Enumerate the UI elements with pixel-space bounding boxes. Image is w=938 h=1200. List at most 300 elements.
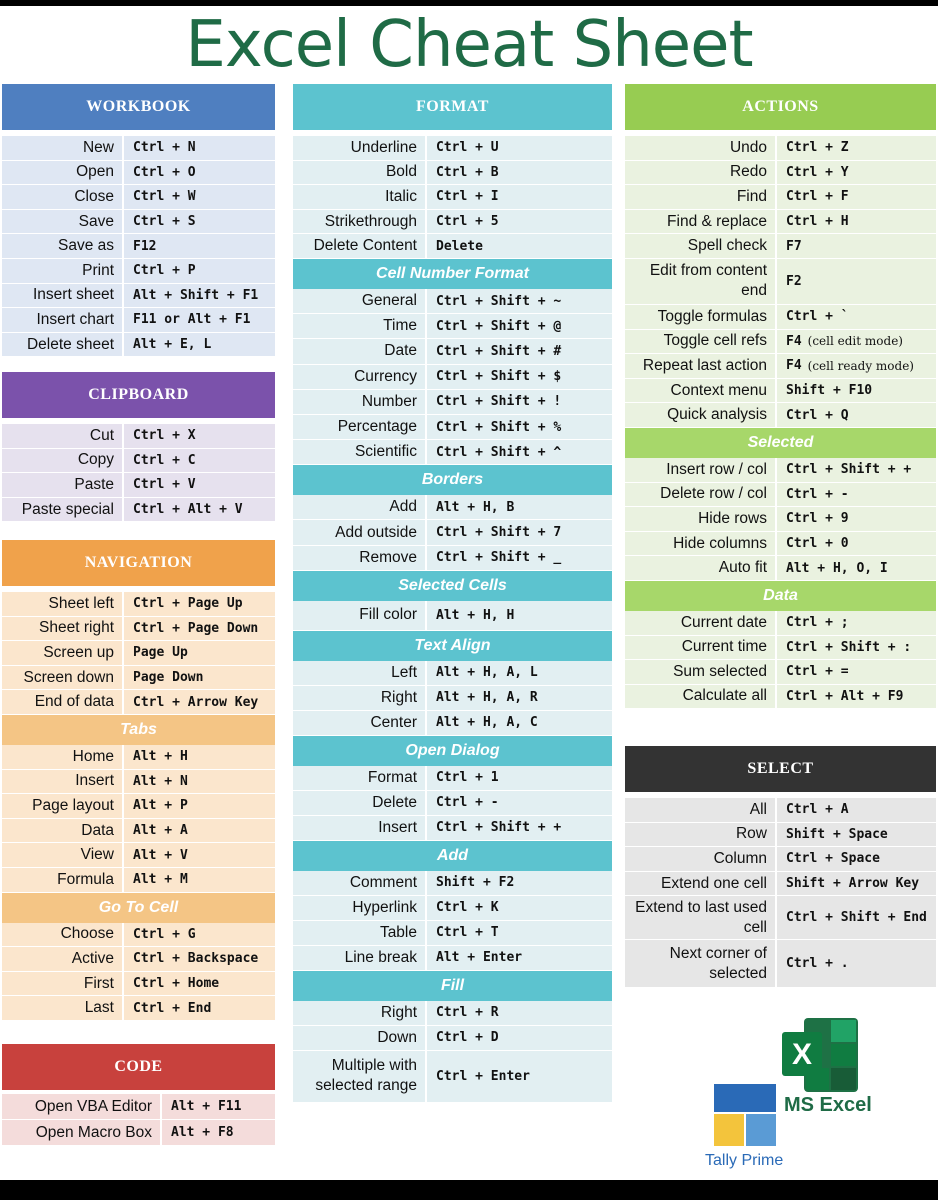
shortcut-label: Date <box>384 342 417 360</box>
keys-text: Shift + Arrow Key <box>786 876 920 892</box>
shortcut-label: Italic <box>385 187 417 205</box>
keys-text: Ctrl + 5 <box>436 214 499 230</box>
shortcut-row <box>293 339 612 364</box>
shortcut-label: Current date <box>680 613 767 631</box>
subsection-heading: Selected <box>625 428 936 458</box>
shortcut-row <box>2 666 275 691</box>
keys-text: Ctrl + Shift + ~ <box>436 293 562 309</box>
shortcut-row <box>2 1120 275 1146</box>
shortcut-keys <box>425 339 612 363</box>
shortcut-label: Quick analysis <box>667 406 767 424</box>
shortcut-row <box>293 766 612 791</box>
shortcut-row <box>2 1094 275 1120</box>
keys-text: F2 <box>786 273 802 289</box>
keys-text: Alt + M <box>133 872 188 888</box>
shortcut-label: Undo <box>729 138 767 156</box>
shortcut-label: New <box>82 138 114 156</box>
tally-prime-label: Tally Prime <box>705 1152 784 1169</box>
shortcut-row <box>2 996 275 1021</box>
keys-text: Delete <box>436 238 483 254</box>
shortcut-row <box>293 210 612 235</box>
shortcut-keys <box>122 259 275 283</box>
keys-text: Ctrl + Z <box>786 140 849 156</box>
shortcut-keys <box>425 390 612 414</box>
shortcut-label: Delete sheet <box>26 335 114 353</box>
shortcut-row <box>293 440 612 465</box>
shortcut-label: Left <box>391 663 417 681</box>
cheat-sheet <box>0 6 938 1180</box>
shortcut-keys <box>775 823 936 847</box>
shortcut-label: Insert <box>378 818 417 836</box>
shortcut-label: Percentage <box>337 418 417 435</box>
keys-text: Alt + E, L <box>133 337 212 353</box>
keys-text: Ctrl + Shift + ^ <box>436 444 562 460</box>
shortcut-keys <box>122 996 275 1020</box>
shortcut-keys <box>775 556 936 580</box>
shortcut-row <box>2 972 275 997</box>
shortcut-row <box>293 686 612 711</box>
shortcut-keys <box>122 185 275 209</box>
shortcut-row <box>2 745 275 770</box>
subsection-heading: Open Dialog <box>293 736 612 766</box>
shortcut-row <box>2 947 275 972</box>
shortcut-label: Cut <box>89 426 114 444</box>
keys-text: Alt + H, H <box>436 607 515 623</box>
shortcut-keys <box>775 507 936 531</box>
subsection-heading: Selected Cells <box>293 571 612 601</box>
section-heading: ACTIONS <box>625 84 936 130</box>
keys-text: Ctrl + N <box>133 140 196 156</box>
shortcut-keys <box>775 305 936 329</box>
keys-text: Ctrl + Shift + ! <box>436 394 562 410</box>
shortcut-keys <box>425 601 612 630</box>
shortcut-row <box>293 946 612 971</box>
keys-text: Ctrl + Backspace <box>133 951 259 967</box>
keys-text: Alt + N <box>133 773 188 789</box>
shortcut-row <box>293 871 612 896</box>
shortcut-label: Time <box>383 317 417 335</box>
keys-text: F4 <box>786 333 802 349</box>
shortcut-row <box>293 601 612 631</box>
keys-text: Ctrl + Shift + + <box>786 462 912 478</box>
shortcut-keys <box>775 636 936 660</box>
keys-text: Ctrl + G <box>133 926 196 942</box>
shortcut-label: Insert <box>75 772 114 790</box>
section-heading: NAVIGATION <box>2 540 275 586</box>
shortcut-row <box>625 685 936 710</box>
shortcut-keys <box>160 1094 275 1119</box>
keys-text: Alt + H <box>133 749 188 765</box>
keys-text: Ctrl + = <box>786 664 849 680</box>
shortcut-row <box>2 449 275 474</box>
shortcut-label: Down <box>377 1028 417 1046</box>
shortcut-row <box>293 365 612 390</box>
keys-text: Ctrl + W <box>133 189 196 205</box>
shortcut-keys <box>775 940 936 987</box>
shortcut-keys <box>775 354 936 378</box>
shortcut-label: Bold <box>385 163 417 181</box>
shortcut-keys <box>425 946 612 970</box>
shortcut-label: Last <box>84 999 114 1017</box>
section-heading: FORMAT <box>293 84 612 130</box>
keys-text: Ctrl + A <box>786 802 849 818</box>
shortcut-keys <box>122 617 275 641</box>
svg-text:X: X <box>791 1038 813 1071</box>
keys-text: F11 or Alt + F1 <box>133 312 251 328</box>
shortcut-keys <box>122 819 275 843</box>
shortcut-row <box>625 210 936 235</box>
shortcut-label: Insert row / col <box>666 460 767 478</box>
shortcut-keys <box>425 495 612 519</box>
keys-text: Ctrl + Q <box>786 407 849 423</box>
shortcut-row <box>293 1051 612 1103</box>
shortcut-label: Close <box>74 187 114 205</box>
shortcut-keys <box>775 330 936 354</box>
shortcut-keys <box>122 666 275 690</box>
shortcut-keys <box>425 136 612 160</box>
shortcut-row <box>625 305 936 330</box>
shortcut-row <box>625 636 936 661</box>
keys-text: Ctrl + Shift + End <box>786 910 927 926</box>
keys-text: Ctrl + F <box>786 189 849 205</box>
keys-text: Ctrl + U <box>436 140 499 156</box>
shortcut-label: Extend one cell <box>661 874 767 892</box>
shortcut-label: Edit from content end <box>649 262 767 300</box>
shortcut-keys <box>425 415 612 439</box>
code-panel <box>2 1044 275 1146</box>
shortcut-row <box>625 896 936 940</box>
shortcut-label: Sheet right <box>39 619 114 637</box>
keys-text: Alt + H, O, I <box>786 560 888 576</box>
keys-text: Ctrl + 1 <box>436 770 499 786</box>
shortcut-row <box>293 390 612 415</box>
shortcut-keys <box>775 685 936 709</box>
shortcut-row <box>625 611 936 636</box>
keys-note: (cell edit mode) <box>807 334 903 349</box>
keys-text: Ctrl + 9 <box>786 511 849 527</box>
shortcut-keys <box>425 185 612 209</box>
keys-text: Ctrl + - <box>786 486 849 502</box>
keys-text: Alt + H, B <box>436 499 515 515</box>
keys-text: Ctrl + . <box>786 956 849 972</box>
shortcut-keys <box>122 770 275 794</box>
keys-text: Page Up <box>133 645 188 661</box>
shortcut-row <box>2 617 275 642</box>
shortcut-keys <box>775 161 936 185</box>
shortcut-row <box>2 641 275 666</box>
keys-text: Ctrl + Shift + # <box>436 343 562 359</box>
shortcut-row <box>293 546 612 571</box>
keys-text: Ctrl + Page Up <box>133 596 243 612</box>
keys-text: Shift + F10 <box>786 383 873 399</box>
shortcut-keys <box>425 365 612 389</box>
shortcut-row <box>2 473 275 498</box>
shortcut-label: Fill color <box>359 606 417 624</box>
shortcut-keys <box>775 210 936 234</box>
shortcut-label: Underline <box>350 138 417 156</box>
navigation-panel <box>2 540 275 1021</box>
shortcut-row <box>625 379 936 404</box>
section-heading: CLIPBOARD <box>2 372 275 418</box>
keys-text: Ctrl + Shift + @ <box>436 318 562 334</box>
shortcut-row <box>2 819 275 844</box>
shortcut-keys <box>122 972 275 996</box>
keys-text: Ctrl + V <box>133 477 196 493</box>
shortcut-label: Sum selected <box>673 662 767 680</box>
shortcut-row <box>293 711 612 736</box>
shortcut-keys <box>122 592 275 616</box>
keys-text: F12 <box>133 238 157 254</box>
shortcut-row <box>293 161 612 186</box>
shortcut-row <box>2 770 275 795</box>
ms-excel-label: MS Excel <box>784 1094 872 1116</box>
shortcut-label: Sheet left <box>48 594 114 612</box>
shortcut-label: View <box>80 846 114 864</box>
keys-text: F7 <box>786 238 802 254</box>
shortcut-keys <box>425 661 612 685</box>
keys-note: (cell ready mode) <box>807 358 914 373</box>
shortcut-row <box>625 660 936 685</box>
shortcut-keys <box>160 1120 275 1145</box>
shortcut-label: Open Macro Box <box>35 1123 152 1141</box>
shortcut-label: Hyperlink <box>352 898 417 916</box>
shortcut-keys <box>775 185 936 209</box>
shortcut-row <box>2 794 275 819</box>
shortcut-keys <box>425 921 612 945</box>
shortcut-label: Row <box>735 825 767 843</box>
shortcut-row <box>293 289 612 314</box>
shortcut-keys <box>775 611 936 635</box>
shortcut-keys <box>122 868 275 892</box>
shortcut-row <box>2 284 275 309</box>
keys-text: Ctrl + Alt + F9 <box>786 688 904 704</box>
keys-text: Alt + Shift + F1 <box>133 287 259 303</box>
shortcut-row <box>2 234 275 259</box>
keys-text: Shift + Space <box>786 826 888 842</box>
shortcut-row <box>293 136 612 161</box>
shortcut-keys <box>425 791 612 815</box>
keys-text: Ctrl + ; <box>786 615 849 631</box>
shortcut-label: Delete Content <box>313 237 417 255</box>
shortcut-label: Insert chart <box>36 310 114 328</box>
shortcut-keys <box>425 210 612 234</box>
shortcut-keys <box>775 872 936 896</box>
select-panel <box>625 746 936 988</box>
shortcut-label: Formula <box>57 870 114 888</box>
shortcut-keys <box>425 1026 612 1050</box>
keys-text: Ctrl + I <box>436 189 499 205</box>
shortcut-label: Context menu <box>670 381 767 399</box>
shortcut-row <box>293 791 612 816</box>
shortcut-label: Redo <box>729 163 767 181</box>
shortcut-row <box>293 185 612 210</box>
shortcut-label: Paste <box>74 475 114 493</box>
keys-text: Alt + H, A, R <box>436 690 538 706</box>
shortcut-keys <box>122 308 275 332</box>
shortcut-keys <box>122 745 275 769</box>
shortcut-row <box>2 690 275 715</box>
shortcut-label: Add <box>389 498 417 516</box>
shortcut-keys <box>122 947 275 971</box>
shortcut-row <box>293 1026 612 1051</box>
shortcut-label: General <box>361 292 417 310</box>
shortcut-label: Current time <box>681 638 767 656</box>
keys-text: Page Down <box>133 670 204 686</box>
shortcut-row <box>2 136 275 161</box>
shortcut-keys <box>425 816 612 840</box>
keys-text: Ctrl + H <box>786 214 849 230</box>
shortcut-row <box>2 185 275 210</box>
shortcut-row <box>293 1001 612 1026</box>
shortcut-row <box>293 520 612 545</box>
shortcut-row <box>293 896 612 921</box>
shortcut-label: Copy <box>77 451 114 469</box>
ms-excel-logo <box>782 1018 858 1092</box>
shortcut-label: Data <box>81 821 114 839</box>
subsection-heading: Fill <box>293 971 612 1001</box>
shortcut-label: Currency <box>354 367 417 385</box>
shortcut-row <box>293 314 612 339</box>
shortcut-keys <box>425 871 612 895</box>
shortcut-row <box>2 161 275 186</box>
shortcut-keys <box>775 458 936 482</box>
shortcut-keys <box>122 234 275 258</box>
shortcut-keys <box>775 798 936 822</box>
section-heading: SELECT <box>625 746 936 792</box>
shortcut-label: Line break <box>344 948 417 966</box>
shortcut-keys <box>775 847 936 871</box>
keys-text: Ctrl + Y <box>786 164 849 180</box>
shortcut-label: Page layout <box>32 796 114 814</box>
shortcut-row <box>625 234 936 259</box>
keys-text: Ctrl + Space <box>786 851 880 867</box>
keys-text: Ctrl + Shift + + <box>436 820 562 836</box>
shortcut-keys <box>425 766 612 790</box>
subsection-heading: Text Align <box>293 631 612 661</box>
shortcut-row <box>625 847 936 872</box>
shortcut-keys <box>122 641 275 665</box>
keys-text: Shift + F2 <box>436 875 515 891</box>
shortcut-label: Comment <box>349 873 417 891</box>
shortcut-keys <box>425 896 612 920</box>
subsection-heading: Cell Number Format <box>293 259 612 289</box>
keys-text: Ctrl + T <box>436 925 499 941</box>
shortcut-label: Hide rows <box>698 509 767 527</box>
shortcut-row <box>625 872 936 897</box>
shortcut-keys <box>122 843 275 867</box>
keys-text: Ctrl + B <box>436 164 499 180</box>
shortcut-keys <box>122 424 275 448</box>
keys-text: Ctrl + X <box>133 428 196 444</box>
shortcut-keys <box>775 259 936 304</box>
tally-prime-logo <box>714 1084 776 1146</box>
shortcut-label: Column <box>713 849 767 867</box>
keys-text: Alt + V <box>133 847 188 863</box>
shortcut-row <box>625 161 936 186</box>
shortcut-label: Print <box>82 261 114 279</box>
shortcut-label: Right <box>380 1003 417 1021</box>
shortcut-row <box>293 661 612 686</box>
shortcut-keys <box>425 289 612 313</box>
keys-text: Ctrl + S <box>133 214 196 230</box>
shortcut-keys <box>122 136 275 160</box>
shortcut-row <box>2 210 275 235</box>
shortcut-label: Right <box>380 688 417 706</box>
shortcut-label: Choose <box>60 925 114 943</box>
page-title: Excel Cheat Sheet <box>185 8 753 82</box>
shortcut-row <box>625 354 936 379</box>
shortcut-label: Find & replace <box>667 212 767 230</box>
shortcut-label: Add outside <box>335 523 417 541</box>
keys-text: Alt + F8 <box>171 1125 234 1140</box>
shortcut-label: Delete <box>372 793 417 811</box>
keys-text: Alt + Enter <box>436 950 523 966</box>
shortcut-row <box>2 923 275 948</box>
shortcut-keys <box>122 690 275 714</box>
clipboard-panel <box>2 372 275 522</box>
shortcut-keys <box>122 449 275 473</box>
shortcut-row <box>2 868 275 893</box>
shortcut-label: Format <box>367 768 417 786</box>
keys-text: Ctrl + Home <box>133 976 220 992</box>
shortcut-row <box>2 498 275 523</box>
keys-text: Alt + H, A, L <box>436 665 538 681</box>
shortcut-keys <box>775 379 936 403</box>
shortcut-row <box>625 259 936 305</box>
keys-text: Ctrl + Enter <box>436 1068 530 1084</box>
shortcut-label: Save as <box>57 237 114 255</box>
keys-text: Ctrl + Shift + : <box>786 639 912 655</box>
shortcut-row <box>625 798 936 823</box>
shortcut-keys <box>425 314 612 338</box>
shortcut-keys <box>775 660 936 684</box>
keys-text: Ctrl + Arrow Key <box>133 694 259 710</box>
shortcut-label: Extend to last used cell <box>635 898 767 936</box>
keys-text: Alt + F11 <box>171 1099 242 1114</box>
keys-text: Ctrl + Alt + V <box>133 502 243 518</box>
shortcut-keys <box>122 161 275 185</box>
shortcut-keys <box>122 498 275 522</box>
keys-text: Ctrl + K <box>436 900 499 916</box>
shortcut-row <box>625 823 936 848</box>
shortcut-label: Spell check <box>687 237 767 255</box>
keys-text: Ctrl + C <box>133 452 196 468</box>
shortcut-label: All <box>749 800 767 818</box>
shortcut-keys <box>775 483 936 507</box>
shortcut-label: Center <box>370 713 417 731</box>
keys-text: Ctrl + - <box>436 795 499 811</box>
shortcut-row <box>293 816 612 841</box>
shortcut-row <box>625 185 936 210</box>
shortcut-keys <box>122 923 275 947</box>
shortcut-label: Paste special <box>21 500 114 518</box>
shortcut-label: Remove <box>359 548 417 566</box>
shortcut-label: End of data <box>34 693 114 711</box>
shortcut-keys <box>775 896 936 939</box>
section-heading: WORKBOOK <box>2 84 275 130</box>
shortcut-label: Open VBA Editor <box>34 1097 152 1115</box>
subsection-heading: Data <box>625 581 936 611</box>
shortcut-label: Insert sheet <box>33 286 114 304</box>
keys-text: Alt + A <box>133 823 188 839</box>
shortcut-row <box>2 843 275 868</box>
keys-text: Alt + H, A, C <box>436 715 538 731</box>
shortcut-label: Screen down <box>23 668 114 686</box>
shortcut-label: Active <box>71 949 114 967</box>
keys-text: F4 <box>786 358 802 374</box>
shortcut-keys <box>122 284 275 308</box>
shortcut-keys <box>122 210 275 234</box>
